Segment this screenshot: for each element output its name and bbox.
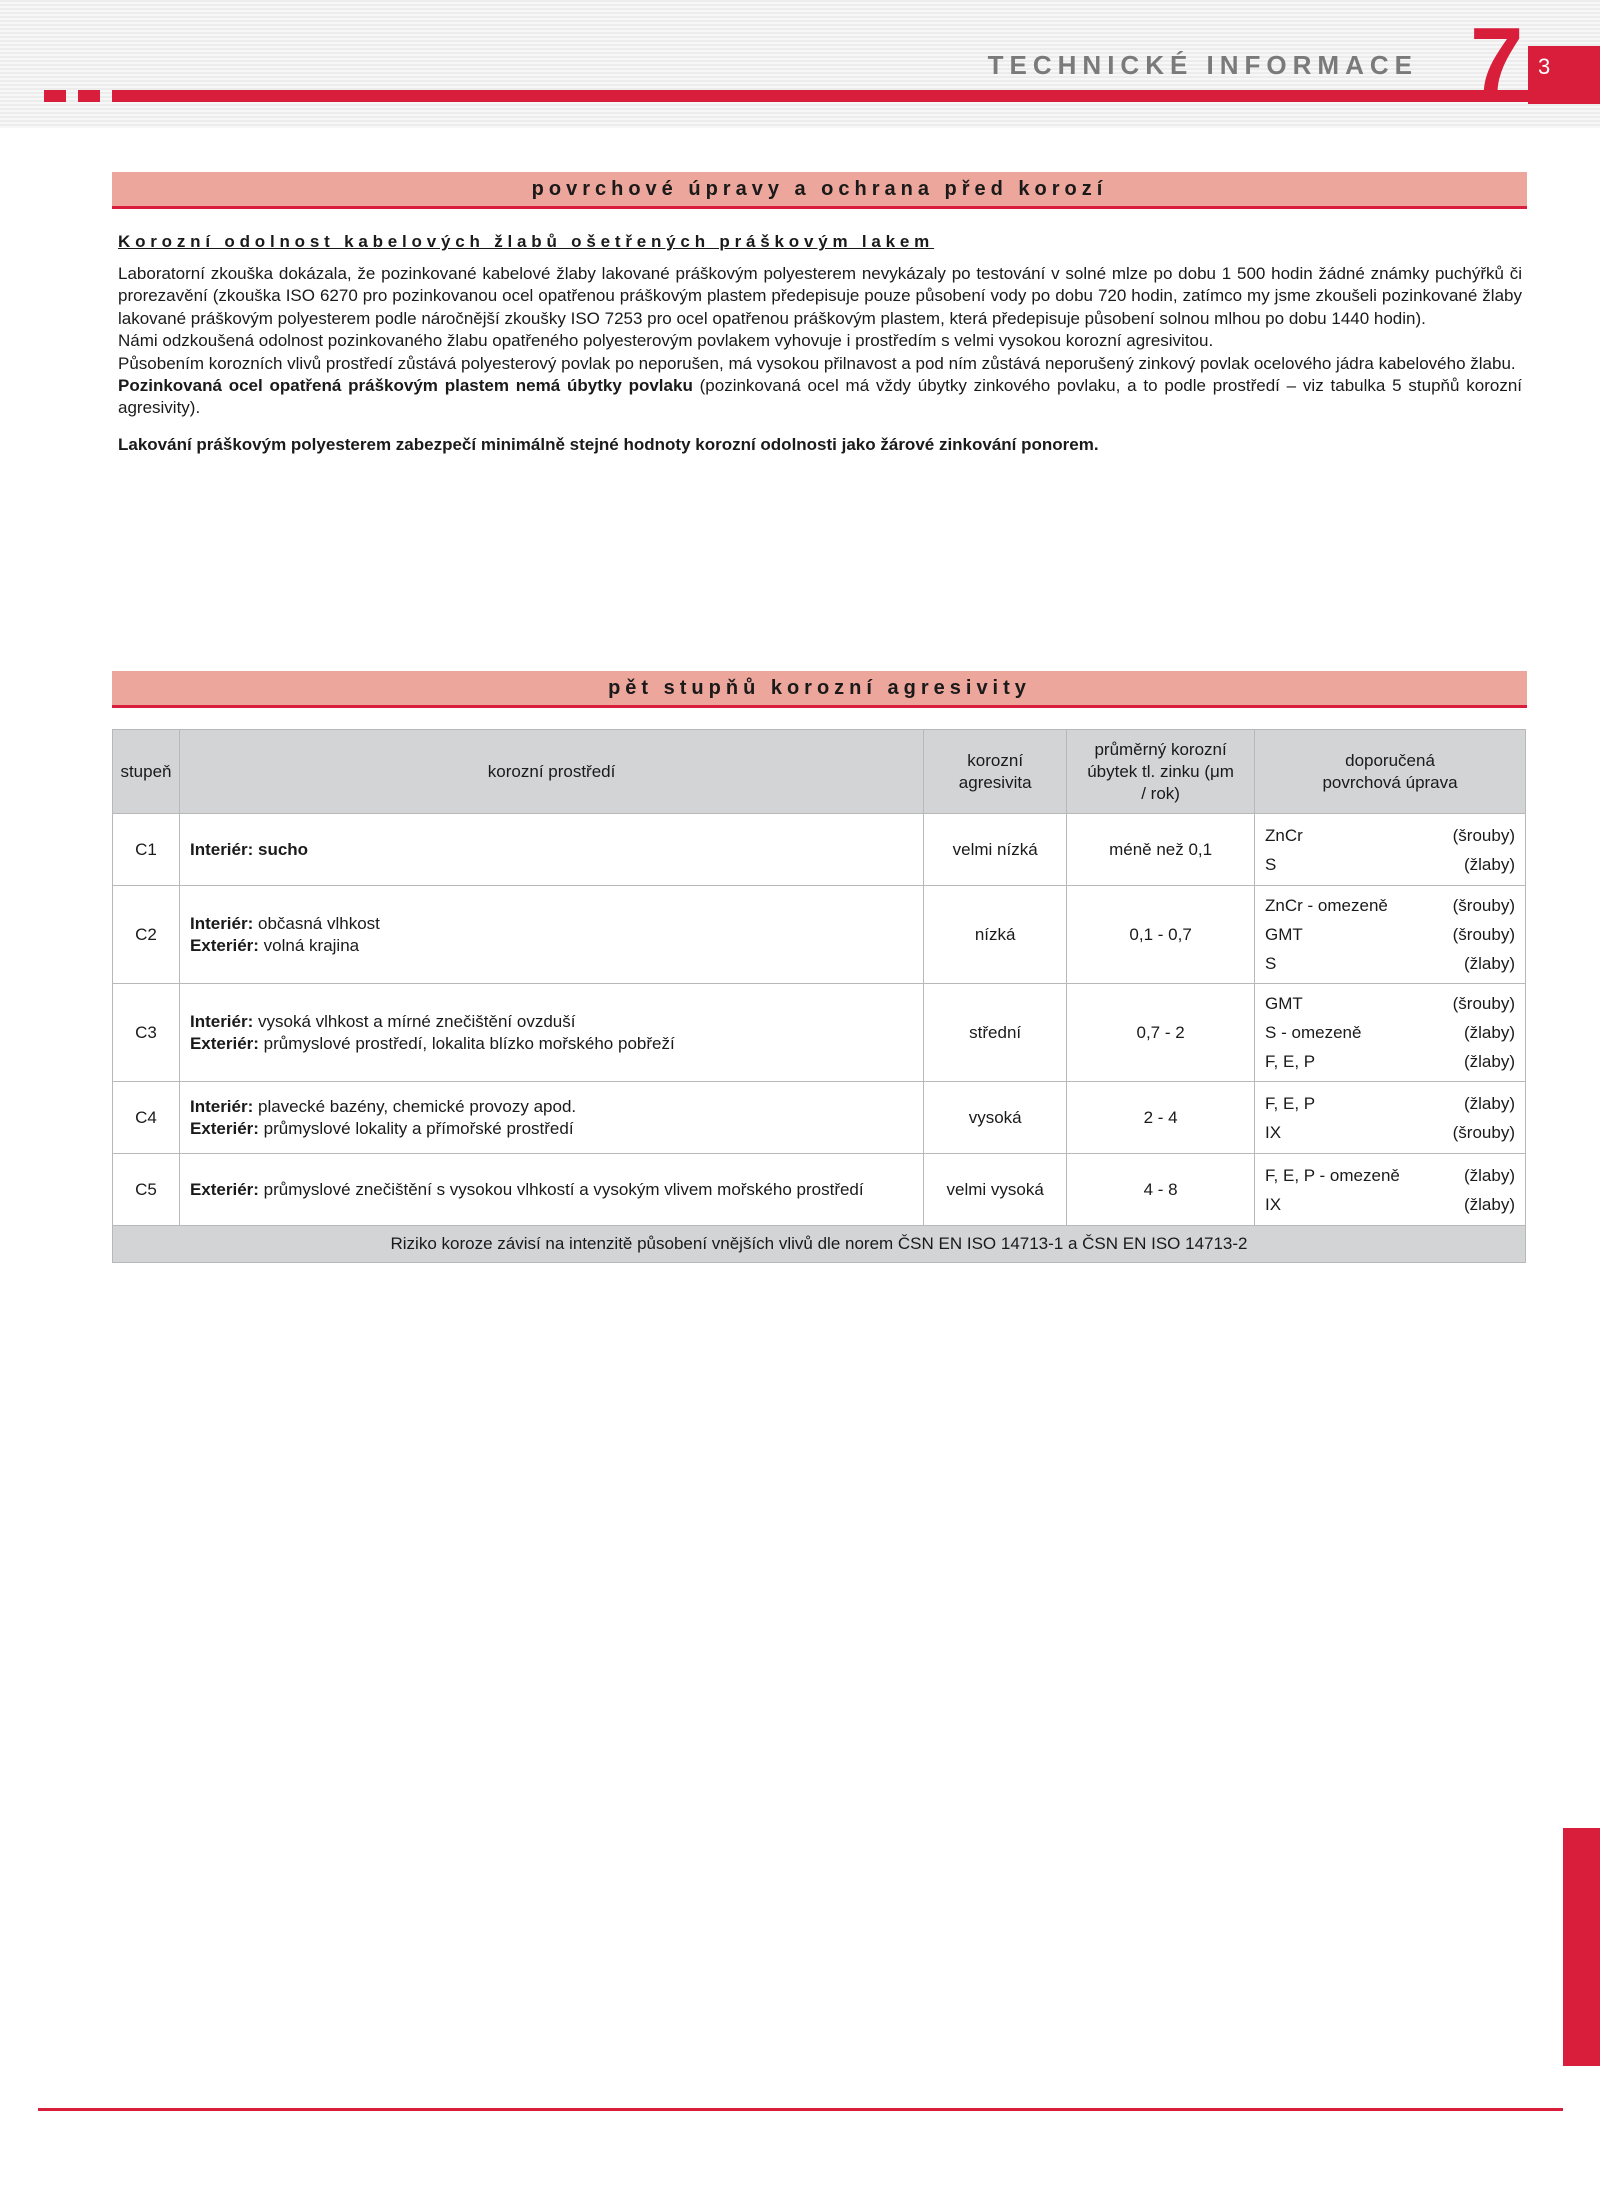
cell-environment: [179, 984, 923, 1082]
cell-aggressivity: střední: [924, 984, 1067, 1082]
header-grade: stupeň: [113, 730, 180, 814]
header-environment: korozní prostředí: [179, 730, 923, 814]
environment-line: [190, 1118, 923, 1140]
paragraph-1: Laboratorní zkouška dokázala, že pozinkované kabelové žlaby lakované práškovým polyesterem nevykázaly po testování v solné mlze po dobu 1 500 hodin žádné známky puchýřků či prorezavění (zkouška ISO 6270 pro pozinkovanou ocel opatřenou práškovým plastem předepisuje pouze působení vody po dobu 720 hodin, zatímco my jsme zkoušeli pozinkované žlaby lakované práškovým polyesterem podle náročnější zkoušky ISO 7253 pro ocel opatřenou práškovým plastem, která předepisuje působení solnou mlhou po dobu 1440 hodin).: [118, 264, 1522, 328]
cell-grade: C5: [113, 1154, 180, 1226]
subsection-heading: Korozní odolnost kabelových žlabů ošetřených práškovým lakem: [118, 232, 935, 251]
cell-treatment-types: [1433, 886, 1525, 984]
cell-grade: C4: [113, 1082, 180, 1154]
treatment-name: F, E, P - omezeně: [1265, 1165, 1400, 1185]
treatment-type: (šrouby): [1452, 925, 1515, 944]
cell-zinc-loss: 0,1 - 0,7: [1067, 886, 1255, 984]
treatment-name: GMT: [1265, 994, 1303, 1013]
header-title: TECHNICKÉ INFORMACE: [987, 50, 1418, 80]
cell-environment: [179, 1154, 923, 1226]
treatment-name: F, E, P: [1265, 1093, 1316, 1113]
cell-treatment-names: [1255, 1082, 1434, 1154]
cell-grade: C1: [113, 814, 180, 886]
cell-aggressivity: vysoká: [924, 1082, 1067, 1154]
environment-text: plavecké bazény, chemické provozy apod.: [253, 1096, 577, 1116]
paragraph-5: Lakování práškovým polyesterem zabezpečí minimálně stejné hodnoty korozní odolnosti jako žárové zinkování ponorem.: [118, 434, 1099, 454]
cell-treatment-names: [1255, 814, 1434, 886]
header-aggressivity: korozní agresivita: [924, 730, 1067, 814]
environment-line: [190, 1011, 923, 1033]
paragraph-3: Působením korozních vlivů prostředí zůstává polyesterový povlak po neporušen, má vysokou přilnavost a pod ním zůstává neporušený zinkový povlak ocelového jádra kabelového žlabu.: [118, 353, 1516, 373]
header-decor-square: [44, 90, 66, 102]
treatment-type: (šrouby): [1452, 896, 1515, 915]
cell-aggressivity: velmi nízká: [924, 814, 1067, 886]
page-number: 3: [1528, 46, 1600, 104]
section-title-surface-treatment: povrchové úpravy a ochrana před korozí: [112, 172, 1527, 209]
environment-text: vysoká vlhkost a mírné znečištění ovzduší: [253, 1011, 576, 1031]
treatment-type: (žlaby): [1463, 1052, 1515, 1071]
table-row: [113, 1154, 1526, 1226]
paragraph-2: Námi odzkoušená odolnost pozinkovaného žlabu opatřeného polyesterovým povlakem vyhovuje i prostředím s velmi vysokou korozní agresivitou.: [118, 331, 1214, 351]
treatment-name: S - omezeně: [1265, 1023, 1362, 1042]
right-edge-tab: [1563, 1828, 1600, 2066]
treatment-type: (žlaby): [1463, 1165, 1515, 1185]
treatment-type: (šrouby): [1452, 1122, 1515, 1142]
cell-zinc-loss: 2 - 4: [1067, 1082, 1255, 1154]
cell-zinc-loss: 0,7 - 2: [1067, 984, 1255, 1082]
environment-label: Interiér:: [189, 1011, 254, 1031]
treatment-type: (žlaby): [1463, 1093, 1515, 1113]
cell-treatment-names: [1255, 886, 1434, 984]
treatment-name: ZnCr: [1265, 825, 1303, 845]
environment-label: Interiér:: [189, 1096, 254, 1116]
cell-treatment-types: [1433, 814, 1525, 886]
treatment-name: ZnCr - omezeně: [1265, 896, 1388, 915]
cell-treatment-types: [1433, 1154, 1525, 1226]
cell-treatment-types: [1433, 984, 1525, 1082]
environment-line: [190, 1033, 923, 1055]
cell-aggressivity: nízká: [924, 886, 1067, 984]
treatment-type: (šrouby): [1452, 825, 1515, 845]
environment-label: Interiér: sucho: [189, 839, 309, 859]
header-decor-square: [78, 90, 100, 102]
environment-line: [190, 935, 923, 957]
cell-grade: C3: [113, 984, 180, 1082]
environment-text: průmyslové znečištění s vysokou vlhkostí a vysokým vlivem mořského prostředí: [258, 1179, 864, 1199]
environment-text: volná krajina: [258, 935, 360, 955]
footer-line: [38, 2108, 1563, 2111]
environment-label: Exteriér:: [189, 1033, 259, 1053]
treatment-name: IX: [1265, 1194, 1282, 1214]
header-treatment: doporučená povrchová úprava: [1255, 730, 1526, 814]
paragraph-4-rest: (pozinkovaná ocel má vždy úbytky zinkového povlaku, a to podle prostředí – viz tabulka 5 stupňů korozní agresivity).: [118, 376, 1522, 418]
table-footer-note: Riziko koroze závisí na intenzitě působení vnějších vlivů dle norem ČSN EN ISO 14713-1 a ČSN EN ISO 14713-2: [113, 1226, 1526, 1263]
treatment-name: F, E, P: [1265, 1052, 1316, 1071]
body-text: [118, 263, 1522, 456]
environment-line: [190, 839, 923, 861]
cell-environment: [179, 814, 923, 886]
treatment-type: (žlaby): [1463, 1023, 1515, 1042]
cell-grade: C2: [113, 886, 180, 984]
treatment-name: S: [1265, 954, 1277, 973]
section-title-corrosion-grades: pět stupňů korozní agresivity: [112, 671, 1527, 708]
cell-environment: [179, 886, 923, 984]
table-row: [113, 1082, 1526, 1154]
paragraph-4: [118, 375, 1522, 420]
cell-zinc-loss: méně než 0,1: [1067, 814, 1255, 886]
environment-line: [190, 1179, 923, 1201]
header-zinc-loss: průměrný korozní úbytek tl. zinku (μm / rok): [1067, 730, 1255, 814]
table-row: [113, 984, 1526, 1082]
treatment-type: (šrouby): [1452, 994, 1515, 1013]
environment-text: občasná vlhkost: [253, 913, 380, 933]
cell-treatment-types: [1433, 1082, 1525, 1154]
environment-line: [190, 913, 923, 935]
corrosion-table: [112, 729, 1526, 1263]
environment-label: Exteriér:: [189, 935, 259, 955]
table-row: [113, 886, 1526, 984]
environment-text: průmyslové prostředí, lokalita blízko mořského pobřeží: [258, 1033, 675, 1053]
treatment-name: IX: [1265, 1122, 1282, 1142]
environment-label: Exteriér:: [189, 1118, 259, 1138]
cell-treatment-names: [1255, 984, 1434, 1082]
header-bar: [112, 90, 1600, 102]
environment-text: průmyslové lokality a přímořské prostředí: [258, 1118, 574, 1138]
paragraph-4-bold: Pozinkovaná ocel opatřená práškovým plastem nemá úbytky povlaku: [118, 376, 693, 396]
treatment-type: (žlaby): [1463, 854, 1515, 874]
environment-label: Interiér:: [189, 913, 254, 933]
treatment-name: GMT: [1265, 925, 1303, 944]
treatment-name: S: [1265, 854, 1277, 874]
treatment-type: (žlaby): [1463, 954, 1515, 973]
table-row: [113, 814, 1526, 886]
treatment-type: (žlaby): [1463, 1194, 1515, 1214]
cell-aggressivity: velmi vysoká: [924, 1154, 1067, 1226]
chapter-number: 7: [1470, 8, 1524, 115]
environment-label: Exteriér:: [189, 1179, 259, 1199]
cell-environment: [179, 1082, 923, 1154]
cell-zinc-loss: 4 - 8: [1067, 1154, 1255, 1226]
cell-treatment-names: [1255, 1154, 1434, 1226]
environment-line: [190, 1096, 923, 1118]
